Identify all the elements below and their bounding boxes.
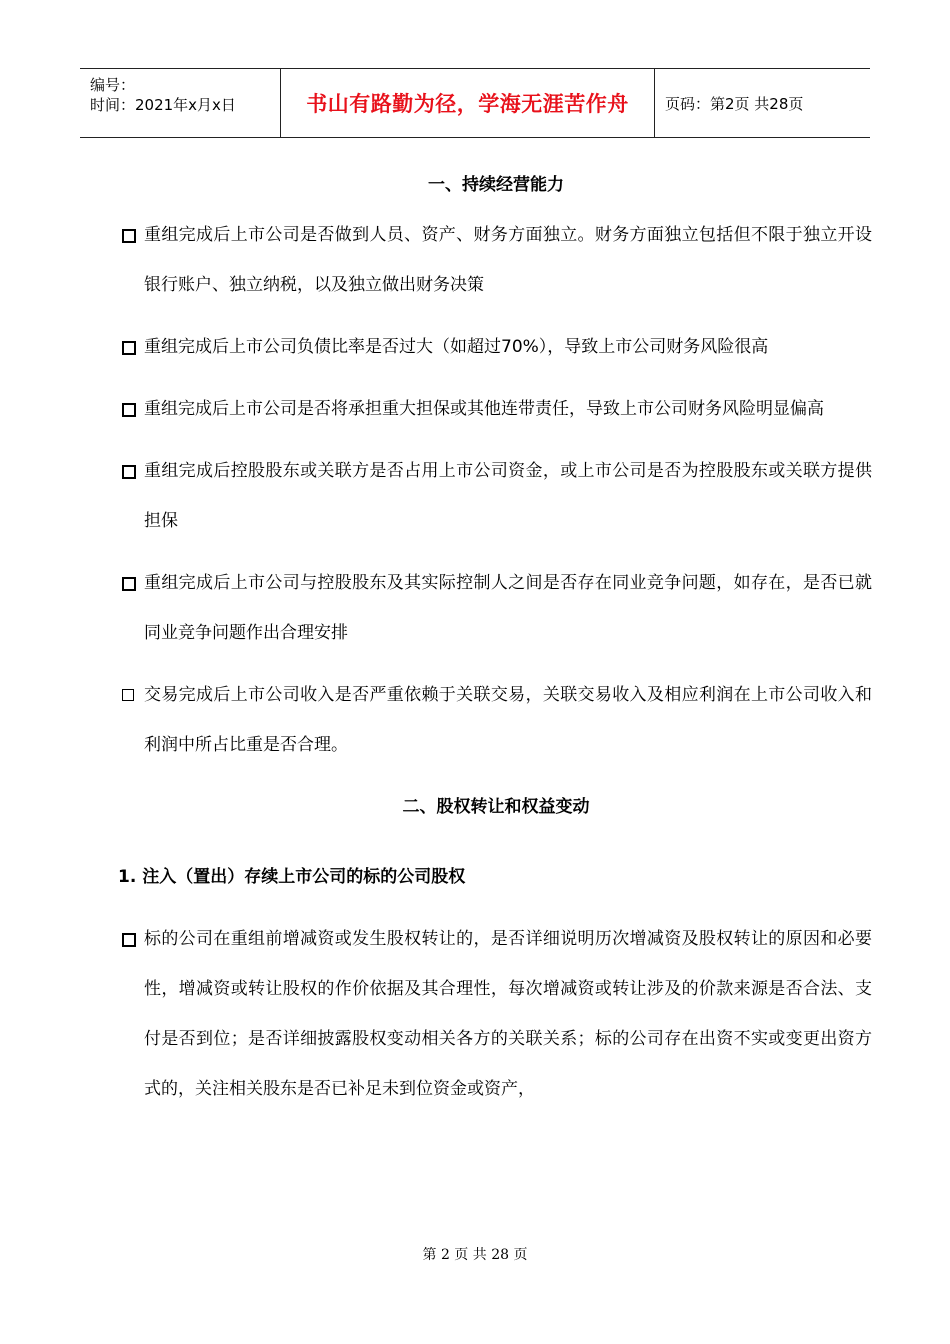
checklist-item <box>120 210 872 310</box>
checklist-item-text: 重组完成后上市公司负债比率是否过大（如超过70%），导致上市公司财务风险很高 <box>144 337 769 357</box>
checklist-item-text: 交易完成后上市公司收入是否严重依赖于关联交易，关联交易收入及相应利润在上市公司收入和利润中所占比重是否合理。 <box>144 685 872 755</box>
section-title-equity-transfer: 二、股权转让和权益变动 <box>402 797 590 817</box>
checkbox-icon <box>122 229 136 243</box>
document-body <box>120 160 872 1126</box>
checklist-item-text: 标的公司在重组前增减资或发生股权转让的，是否详细说明历次增减资及股权转让的原因和必要性，增减资或转让股权的作价依据及其合理性，每次增减资或转让涉及的价款来源是否合法、支付是否到位；是否详细披露股权变动相关各方的关联关系；标的公司存在出资不实或变更出资方式的，关注相关股东是否已补足未到位资金或资产， <box>144 929 872 1099</box>
subsection-heading: 1. 注入（置出）存续上市公司的标的公司股权 <box>118 867 466 887</box>
checklist-item <box>120 322 872 372</box>
checklist-item <box>120 670 872 770</box>
checkbox-icon <box>122 689 134 701</box>
checklist-item-text: 重组完成后上市公司是否将承担重大担保或其他连带责任，导致上市公司财务风险明显偏高 <box>144 399 824 419</box>
checklist-item <box>120 446 872 546</box>
checklist-item <box>120 914 872 1114</box>
checklist-item-text: 重组完成后上市公司与控股股东及其实际控制人之间是否存在同业竞争问题，如存在，是否已就同业竞争问题作出合理安排 <box>144 573 872 643</box>
document-date: 时间：2021年x月x日 <box>90 96 236 114</box>
checkbox-icon <box>122 465 136 479</box>
section-title-continuing-operations: 一、持续经营能力 <box>428 175 564 195</box>
header-motto: 书山有路勤为径，学海无涯苦作舟 <box>280 69 655 137</box>
page-footer: 第 2 页 共 28 页 <box>422 1247 528 1263</box>
checklist-item <box>120 384 872 434</box>
checklist-item <box>120 558 872 658</box>
header-meta <box>80 69 280 137</box>
checkbox-icon <box>122 341 136 355</box>
document-number-label: 编号： <box>90 76 136 94</box>
page-header <box>80 68 870 138</box>
checkbox-icon <box>122 577 136 591</box>
checklist-item-text: 重组完成后上市公司是否做到人员、资产、财务方面独立。财务方面独立包括但不限于独立开设银行账户、独立纳税，以及独立做出财务决策 <box>144 225 872 295</box>
header-page-info: 页码：第2页 共28页 <box>665 94 804 113</box>
checklist-item-text: 重组完成后控股股东或关联方是否占用上市公司资金，或上市公司是否为控股股东或关联方提供担保 <box>144 461 872 531</box>
checkbox-icon <box>122 933 136 947</box>
checkbox-icon <box>122 403 136 417</box>
